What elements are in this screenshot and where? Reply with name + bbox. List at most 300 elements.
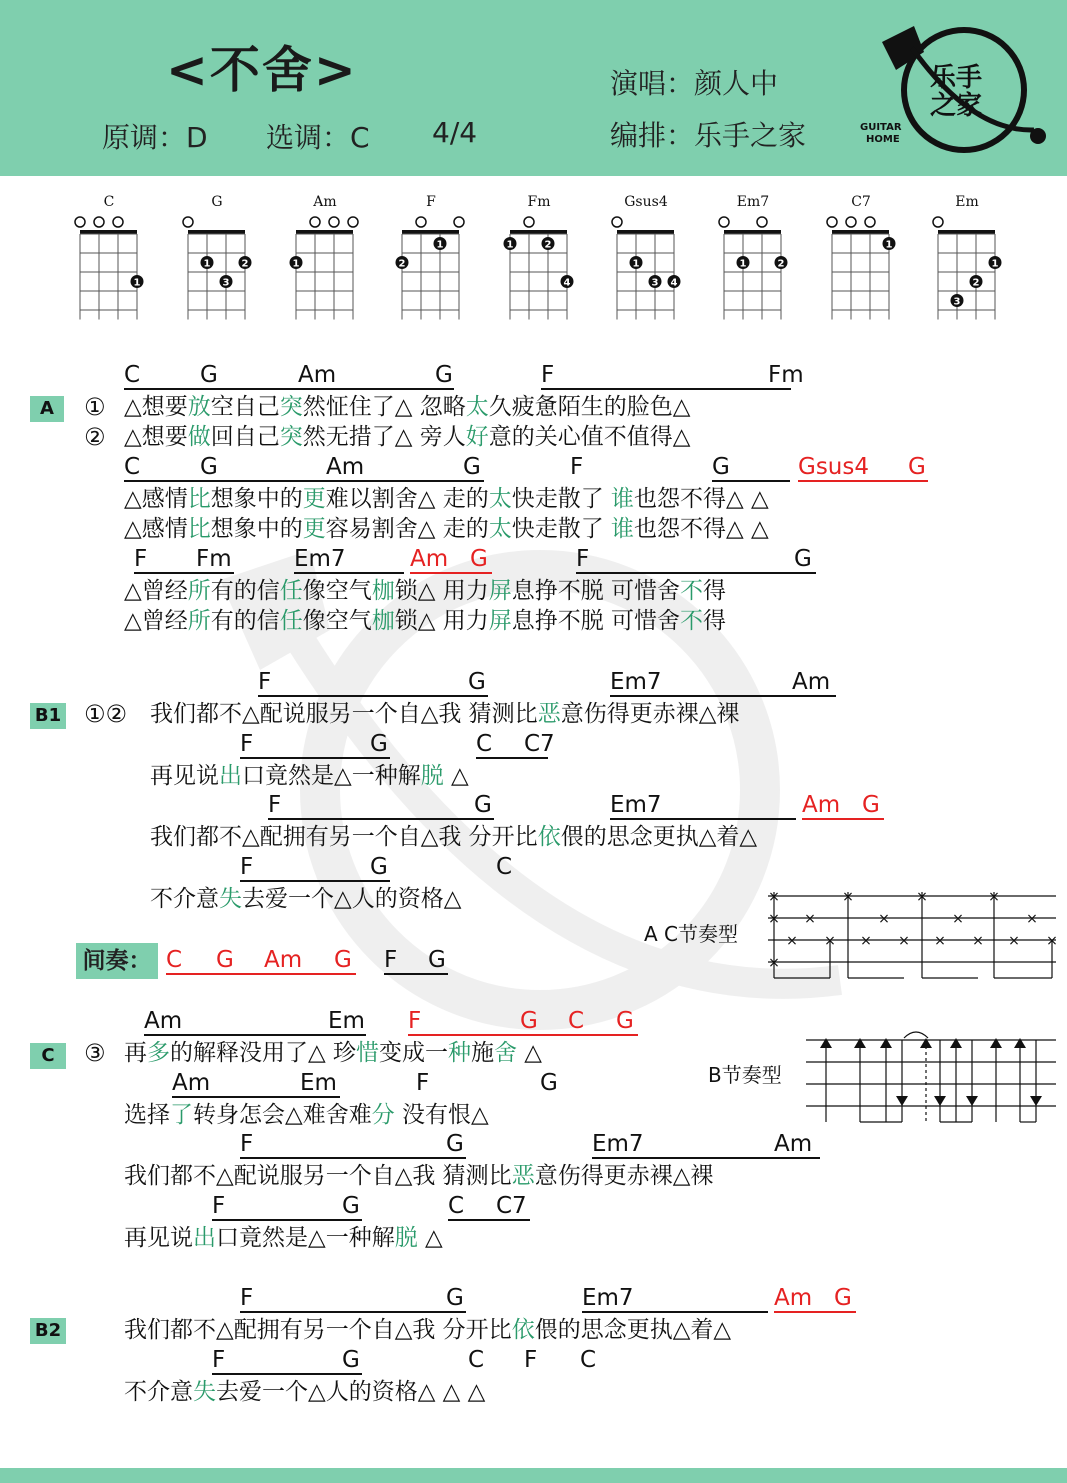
lyric-accent: 所 xyxy=(187,578,211,604)
lyric-text: △想要 xyxy=(124,424,188,450)
lyric-text: 想象中的 xyxy=(210,486,303,512)
lyric-line xyxy=(124,1377,485,1407)
chord-label: G xyxy=(862,792,880,818)
svg-text:×: × xyxy=(952,911,964,927)
lyric-text: 我们都不△配说服另一个自△我 猜测比 xyxy=(124,1163,512,1189)
chord-label: C xyxy=(448,1193,465,1219)
chord-underline xyxy=(610,818,796,820)
section-tag-b1: B1 xyxy=(30,703,66,729)
lyric-accent: 惜 xyxy=(356,1040,379,1066)
chord-label: Am xyxy=(298,362,337,388)
svg-text:3: 3 xyxy=(651,277,659,289)
chord-C xyxy=(75,194,144,320)
verse-number: ③ xyxy=(84,1039,106,1067)
chord-underline xyxy=(172,1096,340,1098)
svg-text:2: 2 xyxy=(777,258,785,270)
svg-text:1: 1 xyxy=(885,239,893,251)
chord-underline xyxy=(576,572,816,574)
lyric-text: 息挣不脱 可惜舍 xyxy=(511,578,681,604)
chord-underline xyxy=(212,1373,362,1375)
chord-underline xyxy=(268,818,494,820)
chord-G xyxy=(183,194,252,320)
svg-text:×: × xyxy=(934,933,946,949)
svg-text:×: × xyxy=(1008,933,1020,949)
chord-label: G xyxy=(520,1008,538,1034)
svg-text:Am: Am xyxy=(313,194,337,210)
svg-text:2: 2 xyxy=(398,258,406,270)
lyric-accent: 依 xyxy=(511,1317,535,1343)
chord-diagrams xyxy=(0,190,1067,340)
lyric-text: △曾经 xyxy=(124,578,188,604)
chord-underline xyxy=(582,1311,768,1313)
interlude-underline xyxy=(166,973,356,975)
lyric-accent: 出 xyxy=(219,763,242,789)
svg-text:×: × xyxy=(916,889,928,905)
chord-label: Am xyxy=(144,1008,183,1034)
lyric-text: 意伤得更赤裸△裸 xyxy=(534,1163,714,1189)
chord-label: G xyxy=(794,546,812,572)
svg-text:×: × xyxy=(824,933,836,949)
lyric-accent: 谁 xyxy=(611,516,635,542)
chord-label: G xyxy=(342,1347,360,1373)
svg-text:×: × xyxy=(768,889,780,905)
chord-underline xyxy=(326,480,484,482)
chord-label: F xyxy=(240,1285,254,1311)
chord-label: C xyxy=(124,362,141,388)
chord-label: C xyxy=(496,854,513,880)
lyric-line xyxy=(124,576,726,606)
chord-label: Gsus4 xyxy=(798,454,869,480)
svg-text:之家: 之家 xyxy=(930,91,983,121)
chord-label: F xyxy=(408,1008,422,1034)
lyric-text: 没有恨△ xyxy=(394,1102,489,1128)
lyric-text: 去爱一个△人的资格△ △ △ xyxy=(216,1379,486,1405)
svg-text:×: × xyxy=(786,933,798,949)
lyric-accent: 太 xyxy=(488,486,512,512)
lyric-accent: 枷 xyxy=(371,578,395,604)
svg-text:F: F xyxy=(426,194,436,210)
lyric-text: 也怨不得△ △ xyxy=(634,516,769,542)
lyric-accent: 枷 xyxy=(371,608,395,634)
svg-text:1: 1 xyxy=(632,258,640,270)
interlude-chord: F xyxy=(384,947,398,973)
lyric-accent: 了 xyxy=(170,1102,193,1128)
time-signature: 4/4 xyxy=(432,116,478,149)
lyric-accent: 做 xyxy=(187,424,211,450)
chord-underline xyxy=(240,757,390,759)
lyric-accent: 舍 xyxy=(494,1040,517,1066)
lyric-accent: 比 xyxy=(187,486,211,512)
lyric-line xyxy=(150,822,757,852)
lyric-accent: 种 xyxy=(448,1040,471,1066)
lyric-text: 施 xyxy=(471,1040,494,1066)
lyric-text: 不介意 xyxy=(150,886,219,912)
interlude-chord: C xyxy=(166,947,183,973)
chord-underline xyxy=(541,388,791,390)
chord-label: G xyxy=(342,1193,360,1219)
original-key: 原调：D xyxy=(102,121,208,154)
svg-text:2: 2 xyxy=(972,277,980,289)
lyric-text: 偎的思念更执△着△ xyxy=(560,824,758,850)
lyric-accent: 任 xyxy=(279,578,303,604)
svg-text:Gsus4: Gsus4 xyxy=(624,194,668,210)
lyric-text: 锁△ 用力 xyxy=(394,578,489,604)
lyric-row xyxy=(0,422,1067,456)
lyric-accent: 好 xyxy=(465,424,489,450)
lyric-line xyxy=(150,884,461,914)
chord-underline xyxy=(294,572,404,574)
chord-label: F xyxy=(541,362,555,388)
lyric-line xyxy=(124,1100,489,1130)
chord-label: G xyxy=(474,792,492,818)
chord-label: F xyxy=(212,1347,226,1373)
lyric-line xyxy=(124,422,690,452)
chord-underline xyxy=(802,818,884,820)
lyric-text: 意伤得更赤裸△裸 xyxy=(560,701,740,727)
lyric-accent: 不 xyxy=(680,578,704,604)
chord-underline xyxy=(258,695,488,697)
svg-text:×: × xyxy=(1026,911,1038,927)
lyric-text: 快走散了 xyxy=(511,516,612,542)
lyric-accent: 突 xyxy=(279,424,303,450)
lyric-accent: 脱 xyxy=(420,763,444,789)
svg-text:G: G xyxy=(211,194,223,210)
lyric-text: 意的关心值不值得△ xyxy=(488,424,691,450)
lyric-text: △ xyxy=(443,763,469,789)
chord-label: F xyxy=(416,1070,430,1096)
svg-text:3: 3 xyxy=(222,277,230,289)
lyric-accent: 更 xyxy=(302,516,326,542)
chord-label: C xyxy=(124,454,141,480)
lyric-text: 转身怎会△难舍难 xyxy=(193,1102,372,1128)
lyric-line xyxy=(150,761,469,791)
svg-text:×: × xyxy=(842,889,854,905)
chord-label: F xyxy=(268,792,282,818)
lyric-text: 锁△ 用力 xyxy=(394,608,489,634)
chord-label: Fm xyxy=(768,362,804,388)
svg-text:HOME: HOME xyxy=(866,134,900,145)
lyric-text: 去爱一个△人的资格△ xyxy=(242,886,462,912)
lyric-accent: 依 xyxy=(537,824,561,850)
lyric-accent: 脱 xyxy=(394,1225,418,1251)
lyric-accent: 失 xyxy=(193,1379,216,1405)
chord-label: G xyxy=(712,454,730,480)
lyric-accent: 更 xyxy=(302,486,326,512)
svg-text:×: × xyxy=(804,911,816,927)
lyric-text: 有的信 xyxy=(210,608,280,634)
section-tag-b2: B2 xyxy=(30,1318,66,1344)
svg-text:×: × xyxy=(988,889,1000,905)
svg-text:GUITAR: GUITAR xyxy=(860,122,902,133)
chord-F xyxy=(396,194,465,320)
chord-label: G xyxy=(468,669,486,695)
chord-underline xyxy=(240,880,390,882)
lyric-accent: 放 xyxy=(187,394,211,420)
chord-underline xyxy=(144,1034,366,1036)
lyric-line xyxy=(124,1223,443,1253)
lyric-text: 偎的思念更执△着△ xyxy=(534,1317,732,1343)
svg-text:Fm: Fm xyxy=(527,194,551,210)
lyric-accent: 恶 xyxy=(511,1163,535,1189)
chord-label: G xyxy=(200,454,218,480)
lyric-accent: 太 xyxy=(488,516,512,542)
chord-label: Em7 xyxy=(592,1131,644,1157)
chord-label: Em7 xyxy=(610,792,662,818)
svg-text:1: 1 xyxy=(739,258,747,270)
rhythm-a-label: A C节奏型 xyxy=(644,922,739,946)
svg-text:1: 1 xyxy=(292,258,300,270)
chord-label: G xyxy=(834,1285,852,1311)
lyric-line xyxy=(124,392,690,422)
svg-text:1: 1 xyxy=(436,239,444,251)
chord-label: G xyxy=(616,1008,634,1034)
lyric-accent: 分 xyxy=(371,1102,395,1128)
lyric-row xyxy=(0,1223,1067,1257)
lyric-text: 像空气 xyxy=(302,578,372,604)
lyric-text: 回自己 xyxy=(210,424,280,450)
chord-label: Em7 xyxy=(610,669,662,695)
svg-text:2: 2 xyxy=(241,258,249,270)
chord-label: Am xyxy=(326,454,365,480)
chord-label: G xyxy=(446,1131,464,1157)
chord-label: C xyxy=(468,1347,485,1373)
lyric-text: 久疲惫陌生的脸色△ xyxy=(488,394,691,420)
chord-underline xyxy=(798,480,928,482)
svg-text:×: × xyxy=(972,933,984,949)
chord-label: G xyxy=(908,454,926,480)
lyric-text: 空自己 xyxy=(210,394,280,420)
svg-text:×: × xyxy=(898,933,910,949)
lyric-text: 再 xyxy=(124,1040,147,1066)
lyric-line xyxy=(124,484,769,514)
lyric-text: 我们都不△配拥有另一个自△我 分开比 xyxy=(124,1317,512,1343)
chord-underline xyxy=(448,1219,530,1221)
chord-label: Fm xyxy=(196,546,232,572)
rhythm-b-label: B节奏型 xyxy=(708,1063,782,1087)
lyric-row xyxy=(0,606,1067,640)
lyric-accent: 恶 xyxy=(537,701,561,727)
lyric-accent: 任 xyxy=(279,608,303,634)
interlude-label: 间奏： xyxy=(76,943,158,979)
lyric-text: 不介意 xyxy=(124,1379,193,1405)
svg-text:C: C xyxy=(103,194,115,210)
svg-text:Em: Em xyxy=(955,194,979,210)
chord-label: Am xyxy=(410,546,449,572)
chord-underline xyxy=(298,388,454,390)
lyric-text: 口竟然是△一种解 xyxy=(216,1225,395,1251)
lyric-accent: 突 xyxy=(279,394,303,420)
rhythm-a-pattern xyxy=(764,886,1060,986)
lyric-accent: 屏 xyxy=(488,608,512,634)
lyric-accent: 失 xyxy=(219,886,242,912)
svg-text:4: 4 xyxy=(563,277,571,289)
lyric-text: 像空气 xyxy=(302,608,372,634)
svg-text:×: × xyxy=(768,911,780,927)
svg-text:Em7: Em7 xyxy=(736,194,770,210)
lyric-text: 然怔住了△ 忽略 xyxy=(302,394,466,420)
chord-label: G xyxy=(446,1285,464,1311)
chord-underline xyxy=(408,1034,638,1036)
chord-label: F xyxy=(240,731,254,757)
verse-number: ② xyxy=(84,423,106,451)
svg-text:1: 1 xyxy=(991,258,999,270)
lyric-line xyxy=(124,514,769,544)
chord-label: G xyxy=(200,362,218,388)
interlude-chord: Am xyxy=(264,947,303,973)
svg-text:1: 1 xyxy=(203,258,211,270)
chord-underline xyxy=(410,572,492,574)
svg-text:1: 1 xyxy=(506,239,514,251)
chord-label: Am xyxy=(774,1285,813,1311)
lyric-row xyxy=(0,699,1067,733)
lyric-line xyxy=(124,1315,731,1345)
lyric-text: 再见说 xyxy=(124,1225,193,1251)
interlude-chord: G xyxy=(428,947,446,973)
lyric-line xyxy=(124,606,726,636)
lyric-accent: 出 xyxy=(193,1225,216,1251)
chord-Em7 xyxy=(719,194,788,320)
lyric-row xyxy=(0,514,1067,548)
chord-C7 xyxy=(827,194,896,320)
lyric-text: △感情 xyxy=(124,516,188,542)
lyric-row xyxy=(0,761,1067,795)
lyric-row xyxy=(0,484,1067,518)
lyric-row xyxy=(0,1315,1067,1349)
chord-underline xyxy=(476,757,548,759)
rhythm-b-pattern xyxy=(804,1026,1060,1126)
svg-text:2: 2 xyxy=(544,239,552,251)
lyric-accent: 比 xyxy=(187,516,211,542)
lyric-text: 有的信 xyxy=(210,578,280,604)
chord-underline xyxy=(774,1311,856,1313)
svg-text:×: × xyxy=(768,955,780,971)
lyric-text: 也怨不得△ △ xyxy=(634,486,769,512)
lyric-text: △ xyxy=(417,1225,443,1251)
chord-underline xyxy=(240,1311,466,1313)
chord-label: Em7 xyxy=(294,546,346,572)
lyric-text: 容易割舍△ 走的 xyxy=(325,516,489,542)
arranger: 编排：乐手之家 xyxy=(610,119,807,152)
lyric-text: 得 xyxy=(703,608,727,634)
lyric-text: 口竟然是△一种解 xyxy=(242,763,421,789)
section-tag-c: C xyxy=(30,1043,66,1069)
lyric-line xyxy=(124,1161,713,1191)
lyric-text: 想象中的 xyxy=(210,516,303,542)
interlude-chord: G xyxy=(216,947,234,973)
lyric-text: △曾经 xyxy=(124,608,188,634)
chord-label: F xyxy=(240,1131,254,1157)
lyric-text: 快走散了 xyxy=(511,486,612,512)
lyric-text: 的解释没用了△ 珍 xyxy=(170,1040,356,1066)
lyric-text: 变成一 xyxy=(379,1040,448,1066)
lyric-text: 我们都不△配说服另一个自△我 猜测比 xyxy=(150,701,538,727)
chord-label: Em xyxy=(300,1070,337,1096)
guitar-home-logo xyxy=(852,12,1052,168)
chord-label: G xyxy=(370,731,388,757)
chord-label: F xyxy=(258,669,272,695)
chord-label: C7 xyxy=(524,731,555,757)
lyric-accent: 谁 xyxy=(611,486,635,512)
chord-label: Am xyxy=(802,792,841,818)
lyric-text: 难以割舍△ 走的 xyxy=(325,486,489,512)
chord-underline xyxy=(134,572,234,574)
svg-text:3: 3 xyxy=(953,296,961,308)
singer: 演唱：颜人中 xyxy=(610,67,779,100)
chord-label: C xyxy=(476,731,493,757)
svg-text:1: 1 xyxy=(133,277,141,289)
chord-label: G xyxy=(470,546,488,572)
chosen-key: 选调：C xyxy=(266,121,370,154)
chord-label: Am xyxy=(792,669,831,695)
lyric-text: 我们都不△配拥有另一个自△我 分开比 xyxy=(150,824,538,850)
chord-underline xyxy=(240,1157,466,1159)
interlude-chord: G xyxy=(334,947,352,973)
svg-text:4: 4 xyxy=(670,277,678,289)
lyric-text: 然无措了△ 旁人 xyxy=(302,424,466,450)
lyric-row xyxy=(0,1161,1067,1195)
section-tag-a: A xyxy=(30,396,64,422)
lyric-accent: 太 xyxy=(465,394,489,420)
chord-label: G xyxy=(540,1070,558,1096)
lyric-row xyxy=(0,822,1067,856)
lyric-text: 再见说 xyxy=(150,763,219,789)
lyric-text: △感情 xyxy=(124,486,188,512)
lyric-accent: 屏 xyxy=(488,578,512,604)
chord-underline xyxy=(712,480,790,482)
song-title: <不舍> xyxy=(166,41,358,99)
chord-label: Em xyxy=(328,1008,365,1034)
svg-text:乐手: 乐手 xyxy=(930,63,983,93)
chord-label: F xyxy=(212,1193,226,1219)
chord-underline xyxy=(212,1219,362,1221)
lyric-accent: 多 xyxy=(147,1040,170,1066)
lyric-accent: 所 xyxy=(187,608,211,634)
lyric-line xyxy=(150,699,739,729)
interlude-underline xyxy=(384,973,448,975)
lyric-row xyxy=(0,576,1067,610)
chord-label: C xyxy=(568,1008,585,1034)
svg-text:×: × xyxy=(1046,933,1058,949)
lyric-text: △想要 xyxy=(124,394,188,420)
chord-label: G xyxy=(370,854,388,880)
chord-Am xyxy=(290,194,359,320)
lyric-row xyxy=(0,1377,1067,1411)
chord-label: G xyxy=(463,454,481,480)
chord-label: Em7 xyxy=(582,1285,634,1311)
chord-underline xyxy=(610,695,836,697)
chord-underline xyxy=(592,1157,820,1159)
chord-label: F xyxy=(134,546,148,572)
chord-Gsus4 xyxy=(612,194,681,320)
verse-number: ①② xyxy=(84,700,128,728)
chord-label: F xyxy=(576,546,590,572)
chord-label: G xyxy=(435,362,453,388)
chord-label: F xyxy=(524,1347,538,1373)
lyric-text: △ xyxy=(517,1040,542,1066)
verse-number: ① xyxy=(84,393,106,421)
lyric-row xyxy=(0,392,1067,426)
chord-Fm xyxy=(504,194,574,320)
chord-Em xyxy=(933,194,1002,320)
lyric-accent: 不 xyxy=(680,608,704,634)
lyric-text: 选择 xyxy=(124,1102,170,1128)
chord-label: C xyxy=(580,1347,597,1373)
lyric-text: 息挣不脱 可惜舍 xyxy=(511,608,681,634)
svg-text:×: × xyxy=(860,933,872,949)
chord-label: F xyxy=(570,454,584,480)
chord-label: Am xyxy=(172,1070,211,1096)
chord-label: Am xyxy=(774,1131,813,1157)
